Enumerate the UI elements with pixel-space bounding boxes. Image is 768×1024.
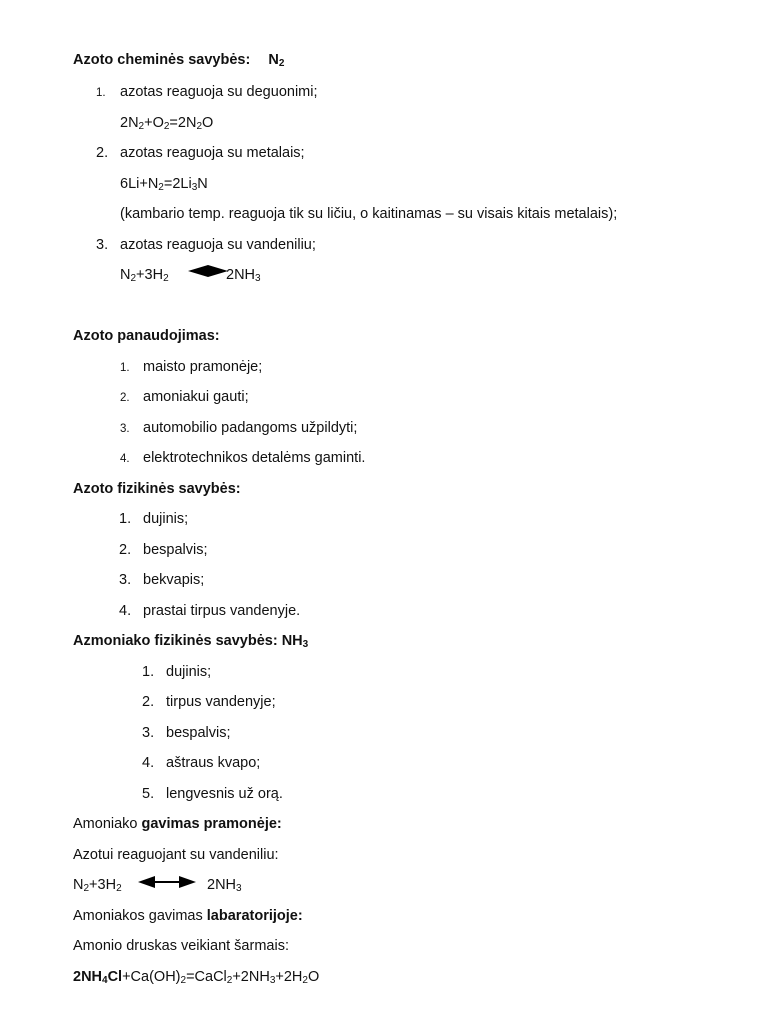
equation-synthesis-right: $2NH_3$ bbox=[207, 877, 242, 894]
item-number: 1. bbox=[96, 87, 106, 99]
equilibrium-arrow-icon bbox=[138, 875, 196, 889]
list-item bbox=[142, 663, 211, 681]
title-text: Azmoniako fizikinės savybės: NH bbox=[73, 633, 303, 649]
list-item bbox=[96, 236, 316, 254]
item-text: azotas reaguoja su metalais; bbox=[120, 145, 305, 161]
title-formula: $N_2$ bbox=[268, 52, 285, 69]
list-item bbox=[120, 419, 357, 438]
item-text: tirpus vandenyje; bbox=[166, 694, 276, 710]
list-item bbox=[119, 571, 204, 589]
item-text: bespalvis; bbox=[143, 542, 208, 558]
section-title-uses: Azoto panaudojimas: bbox=[73, 328, 220, 344]
item-number: 1. bbox=[142, 664, 155, 680]
equation-li-n2: $6Li+N_2=2Li_3N$ bbox=[120, 176, 208, 193]
title-text: Azoto cheminės savybės: bbox=[73, 52, 251, 68]
item-number: 2. bbox=[120, 392, 130, 404]
industrial-production-heading: Amoniako gavimas pramonėje: bbox=[73, 816, 282, 832]
reaction-description: Azotui reaguojant su vandeniliu: bbox=[73, 847, 279, 863]
item-text: automobilio padangoms užpildyti; bbox=[143, 420, 358, 436]
item-text: aštraus kvapo; bbox=[166, 755, 261, 771]
item-number: 2. bbox=[96, 145, 109, 161]
list-item bbox=[119, 510, 188, 528]
item-text: dujinis; bbox=[166, 664, 212, 680]
item-text: dujinis; bbox=[143, 511, 189, 527]
equation-n2-h2-left: $N_2+3H_2$ bbox=[120, 267, 169, 284]
list-item bbox=[142, 693, 276, 711]
item-number: 2. bbox=[142, 694, 155, 710]
item-number: 1. bbox=[120, 362, 130, 374]
item-number: 4. bbox=[119, 603, 132, 619]
item-number: 3. bbox=[119, 572, 132, 588]
item-text: prastai tirpus vandenyje. bbox=[143, 603, 301, 619]
list-item bbox=[142, 724, 230, 742]
section-title-nitrogen-physical: Azoto fizikinės savybės: bbox=[73, 481, 241, 497]
list-item bbox=[142, 785, 283, 803]
note-text: (kambario temp. reaguoja tik su ličiu, o kaitinamas – su visais kitais metalais); bbox=[120, 206, 618, 222]
item-text: azotas reaguoja su vandeniliu; bbox=[120, 237, 316, 253]
list-item bbox=[120, 388, 249, 407]
list-item bbox=[120, 358, 262, 377]
item-text: bespalvis; bbox=[166, 725, 231, 741]
list-item bbox=[119, 541, 207, 559]
section-title-ammonia-physical: Azmoniako fizikinės savybės: $NH_3$ bbox=[73, 633, 309, 650]
item-number: 2. bbox=[119, 542, 132, 558]
list-item bbox=[96, 144, 305, 162]
list-item bbox=[142, 754, 260, 772]
item-text: amoniakui gauti; bbox=[143, 389, 249, 405]
item-text: maisto pramonėje; bbox=[143, 359, 263, 375]
item-number: 3. bbox=[142, 725, 155, 741]
item-text: bekvapis; bbox=[143, 572, 205, 588]
equation-n2-o2: $2N_2+O_2=2N_2O$ bbox=[120, 115, 214, 132]
section-title-chemical-properties bbox=[73, 51, 284, 69]
equation-nh3-right: $2NH_3$ bbox=[226, 267, 261, 284]
equation-laboratory: $2NH_4Cl+Ca(OH)_2=CaCl_2+2NH_3+2H_2O$ bbox=[73, 969, 320, 986]
item-number: 5. bbox=[142, 786, 155, 802]
item-text: elektrotechnikos detalėms gaminti. bbox=[143, 450, 366, 466]
reaction-description: Amonio druskas veikiant šarmais: bbox=[73, 938, 289, 954]
equation-synthesis-left: $N_2+3H_2$ bbox=[73, 877, 122, 894]
item-number: 4. bbox=[142, 755, 155, 771]
list-item bbox=[120, 449, 365, 468]
item-number: 3. bbox=[96, 237, 109, 253]
equilibrium-arrow-icon bbox=[188, 264, 228, 278]
laboratory-production-heading: Amoniakos gavimas labaratorijoje: bbox=[73, 908, 303, 924]
item-number: 1. bbox=[119, 511, 132, 527]
item-text: azotas reaguoja su deguonimi; bbox=[120, 84, 318, 100]
list-item bbox=[119, 602, 300, 620]
item-number: 4. bbox=[120, 453, 130, 465]
list-item bbox=[96, 83, 318, 102]
item-text: lengvesnis už orą. bbox=[166, 786, 283, 802]
item-number: 3. bbox=[120, 423, 130, 435]
